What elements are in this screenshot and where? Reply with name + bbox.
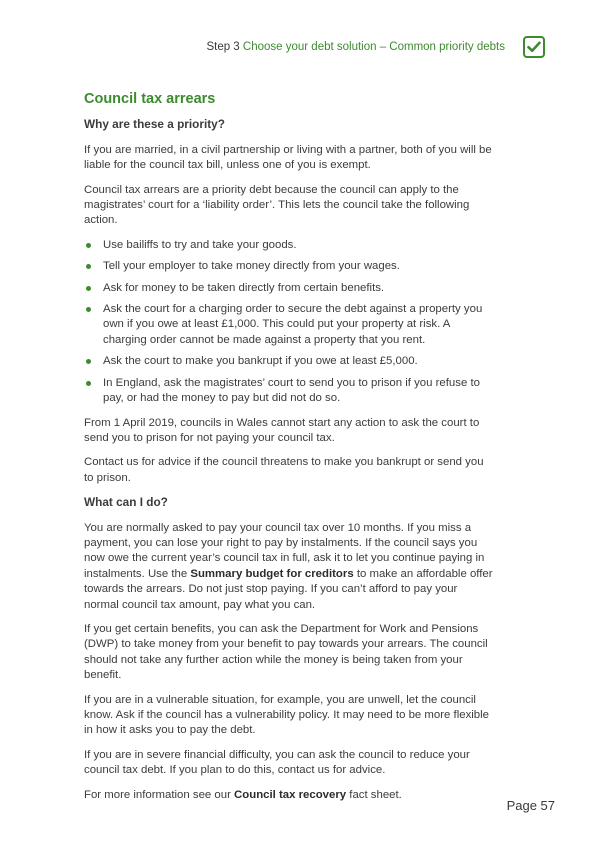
checkmark-glyph — [527, 41, 541, 53]
summary-budget-reference: Summary budget for creditors — [190, 567, 354, 580]
paragraph-liability: If you are married, in a civil partnership or living with a partner, both of you will be liable for the council tax bill, unless one of you is exempt. — [84, 143, 492, 172]
paragraph-hardship: If you are in severe financial difficulty, you can ask the council to reduce your council tax debt. If you plan to do this, contact us for advice. — [84, 748, 470, 777]
subheading-what-can-i-do: What can I do? — [84, 495, 168, 510]
list-item: Tell your employer to take money directly from your wages. — [84, 259, 494, 274]
text-segment: For more information see our — [84, 788, 235, 801]
list-item: Use bailiffs to try and take your goods. — [84, 238, 494, 253]
section-title: Council tax arrears — [84, 91, 216, 107]
list-item: Ask the court for a charging order to secure the debt against a property you own if you owe at least £1,000. This could put your property at risk. A charging order cannot be made against a property that you rent. — [84, 302, 494, 348]
header-step: Step 3 — [206, 41, 240, 53]
list-item: Ask for money to be taken directly from certain benefits. — [84, 281, 494, 296]
paragraph-liability-order: Council tax arrears are a priority debt because the council can apply to the magistrates’ court for a ‘liability order’. This lets the council take the following action. — [84, 183, 470, 227]
checkmark-icon — [523, 36, 545, 58]
text-segment: to make an affordable offer towards the arrears. Do not just stop paying. If you can’t afford to pay your normal council tax amount, pay what you can. — [84, 567, 493, 611]
header-breadcrumb — [206, 41, 505, 53]
subheading-why-priority: Why are these a priority? — [84, 117, 225, 132]
paragraph-more-info — [84, 788, 494, 803]
paragraph-contact-advice: Contact us for advice if the council threatens to make you bankrupt or send you to prison. — [84, 456, 484, 484]
action-list — [84, 238, 494, 407]
text-segment: fact sheet. — [346, 788, 402, 801]
fact-sheet-reference: Council tax recovery — [234, 788, 347, 801]
paragraph-benefits: If you get certain benefits, you can ask the Department for Work and Pensions (DWP) to take money from your benefit to pay towards your arrears. The council should not take any further action while the money is being taken from your benefit. — [84, 622, 488, 682]
header-section: Choose your debt solution – Common priority debts — [242, 41, 505, 53]
paragraph-wales: From 1 April 2019, councils in Wales cannot start any action to ask the court to send you to prison for not paying your council tax. — [84, 416, 480, 444]
page-header — [60, 36, 545, 64]
list-item: In England, ask the magistrates’ court to send you to prison if you refuse to pay, or had the money to pay but did not do so. — [84, 376, 494, 407]
main-content — [84, 92, 494, 812]
text-segment: You are normally asked to pay your council tax over 10 months. If you miss a payment, you can lose your right to pay by instalments. If the council says you now owe the current year’s council tax in full, ask it to let you continue paying in instalments. Use the — [84, 521, 485, 580]
paragraph-vulnerable: If you are in a vulnerable situation, for example, you are unwell, let the council know. Ask if the council has a vulnerability policy. It may need to be more flexible in how it asks you to pay the debt. — [84, 693, 489, 737]
page-number: Page 57 — [506, 798, 555, 813]
list-item: Ask the court to make you bankrupt if you owe at least £5,000. — [84, 354, 494, 369]
paragraph-instalments — [84, 521, 494, 613]
